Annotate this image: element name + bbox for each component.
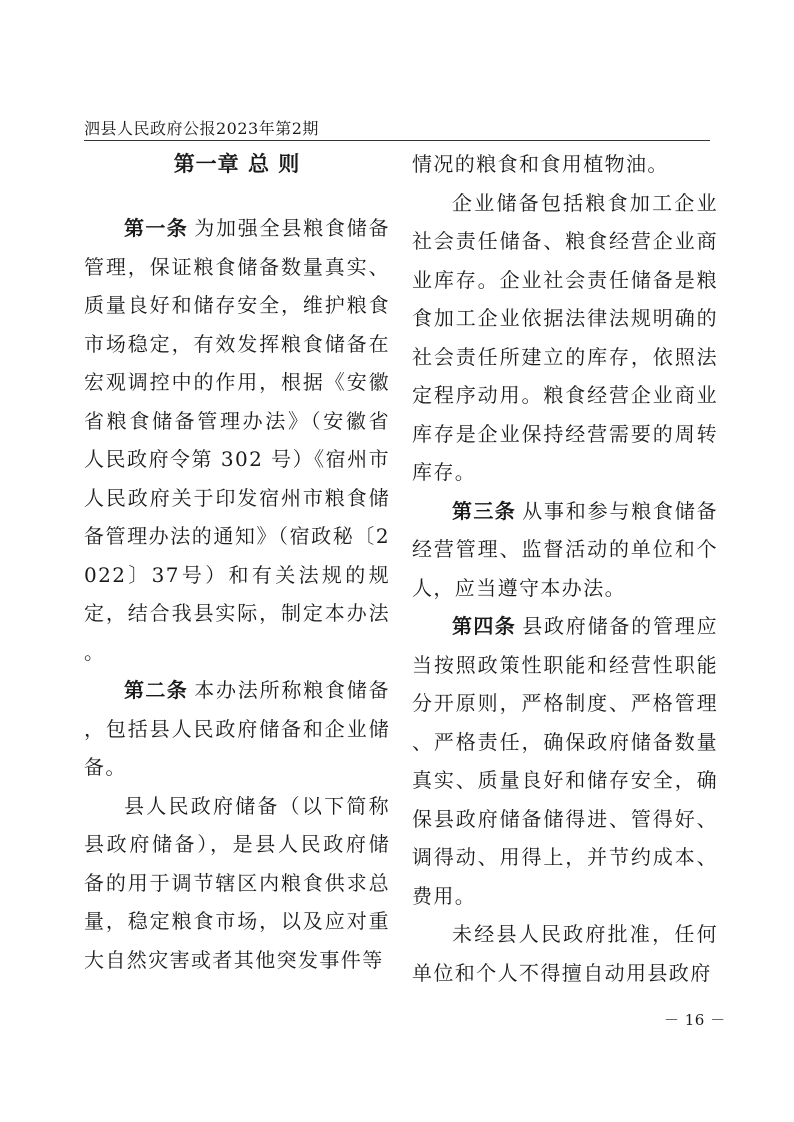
article-2 (84, 671, 390, 787)
article-2-paragraph-2-continued: 情况的粮食和食用植物油。 (412, 152, 669, 176)
right-column (412, 145, 718, 992)
article-1-label: 第一条 (124, 216, 189, 240)
article-4-label: 第四条 (452, 614, 517, 638)
article-3-label: 第三条 (452, 498, 517, 523)
article-1 (84, 209, 390, 671)
article-1-text: 为加强全县粮食储备管理，保证粮食储备数量真实、质量良好和储存安全，维护粮食市场稳定，有效发挥粮食储备在宏观调控中的作用，根据《安徽省粮食储备管理办法》（安徽省人民政府令第 302 号）《宿州市人民政府关于印发宿州市粮食储备管理办法的通知》（宿政秘〔2022〕37号）和有关法规的规定，结合我县实际，制定本办法。 (84, 216, 390, 664)
article-4-paragraph-2: 未经县人民政府批准，任何单位和个人不得擅自动用县政府 (412, 922, 718, 985)
article-2-paragraph-3: 企业储备包括粮食加工企业社会责任储备、粮食经营企业商业库存。企业社会责任储备是粮食加工企业依据法律法规明确的社会责任所建立的库存，依照法定程序动用。粮食经营企业商业库存是企业保持经营需要的周转库存。 (412, 190, 718, 484)
article-2-paragraph-2: 县人民政府储备（以下简称县政府储备），是县人民政府储备的用于调节辖区内粮食供求总量，稳定粮食市场，以及应对重大自然灾害或者其他突发事件等 (84, 793, 390, 972)
chapter-title: 第一章 总 则 (173, 152, 301, 176)
article-2-text: 本办法所称粮食储备，包括县人民政府储备和企业储备。 (84, 678, 390, 779)
left-column (84, 145, 390, 979)
gazette-header: 泗县人民政府公报2023年第2期 (84, 119, 319, 138)
article-2-label: 第二条 (124, 678, 189, 702)
article-3-text: 从事和参与粮食储备经营管理、监督活动的单位和个人，应当遵守本办法。 (412, 498, 718, 600)
article-3 (412, 492, 718, 608)
header-divider (84, 140, 710, 141)
page-number: － 16 － (664, 1011, 726, 1029)
article-4 (412, 607, 718, 915)
article-4-text: 县政府储备的管理应当按照政策性职能和经营性职能分开原则，严格制度、严格管理、严格责任，确保政府储备数量真实、质量良好和储存安全，确保县政府储备储得进、管得好、调得动、用得上，并节约成本、费用。 (412, 614, 718, 908)
